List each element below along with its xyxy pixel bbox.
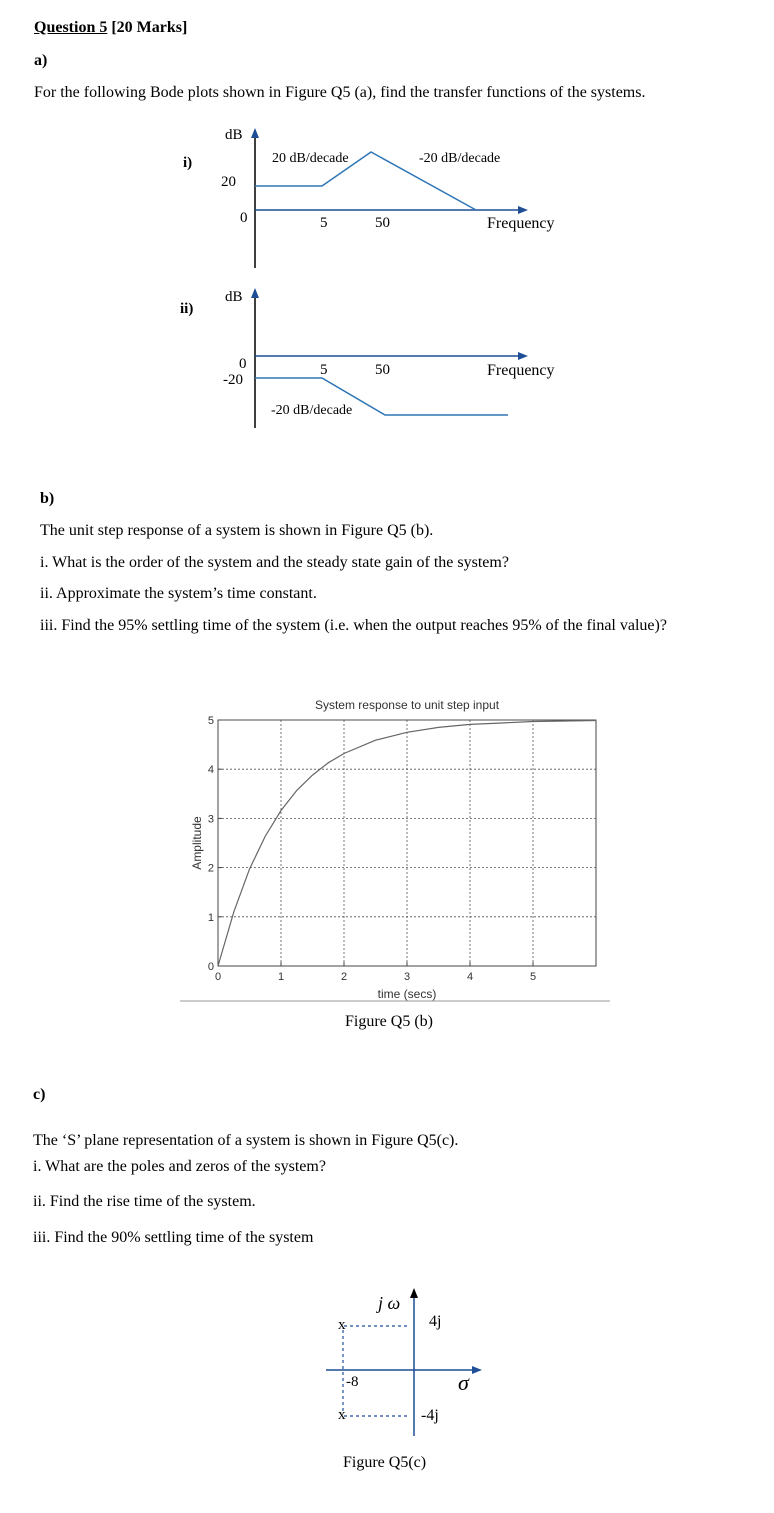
real-part-value: -8 (346, 1374, 359, 1390)
question-marks: [20 Marks] (107, 19, 188, 36)
s-plane-real-arrow-icon (472, 1366, 482, 1374)
plot-ii-label: ii) (180, 301, 194, 317)
jw-axis-label: j ω (378, 1293, 401, 1313)
y-tick-label: 2 (207, 862, 214, 875)
part-b-question-1: i. What is the order of the system and the steady state gain of the system? (40, 554, 509, 571)
plot-i-x-tick-5: 5 (320, 215, 328, 231)
y-tick-label: 5 (207, 715, 214, 727)
x-tick-label: 0 (214, 971, 222, 983)
part-c-question-1: i. What are the poles and zeros of the system? (33, 1158, 326, 1175)
plot-i-y-axis-label: dB (225, 127, 243, 143)
part-c-label: c) (33, 1086, 46, 1103)
part-b-question-2: ii. Approximate the system’s time constant. (40, 585, 317, 602)
chart-x-axis-label: time (secs) (377, 987, 437, 1001)
x-tick-label: 5 (529, 971, 537, 983)
question-number: Question 5 (34, 19, 108, 36)
y-tick-label: 0 (207, 961, 214, 973)
part-a-text: For the following Bode plots shown in Figure Q5 (a), find the transfer functions of the systems. (34, 84, 646, 101)
plot-i-x-axis-label: Frequency (487, 215, 555, 232)
x-tick-label: 3 (403, 971, 411, 983)
plot-ii-y-tick-neg20: -20 (223, 372, 243, 388)
y-tick-label: 4 (207, 764, 214, 777)
sigma-axis-label: σ (458, 1370, 469, 1395)
part-a-label: a) (34, 52, 48, 69)
plot-ii-x-axis-label: Frequency (487, 362, 555, 379)
part-b-question-3: iii. Find the 95% settling time of the system (i.e. when the output reaches 95% of the final value)? (40, 617, 667, 634)
plot-ii-x-tick-5: 5 (320, 362, 328, 378)
figure-q5c-caption: Figure Q5(c) (343, 1454, 427, 1471)
plot-i-slope-down-label: -20 dB/decade (419, 151, 501, 166)
s-plane-imag-arrow-icon (410, 1288, 418, 1298)
part-c-text: The ‘S’ plane representation of a system is shown in Figure Q5(c). (33, 1132, 459, 1149)
x-tick-label: 2 (340, 971, 348, 983)
part-c-question-2: ii. Find the rise time of the system. (33, 1193, 256, 1210)
upper-pole-marker: x (338, 1317, 346, 1333)
part-b-text: The unit step response of a system is shown in Figure Q5 (b). (40, 522, 434, 539)
plot-ii-x-tick-50: 50 (375, 362, 390, 378)
plot-i-y-tick-20: 20 (221, 174, 236, 190)
y-tick-label: 3 (207, 813, 214, 826)
plot-i-slope-up-label: 20 dB/decade (272, 151, 349, 166)
part-c-question-3: iii. Find the 90% settling time of the system (33, 1229, 314, 1246)
plot-ii-y-axis-label: dB (225, 289, 243, 305)
plot-i-x-tick-50: 50 (375, 215, 390, 231)
y-tick-label: 1 (207, 911, 214, 924)
x-tick-label: 1 (277, 971, 285, 983)
lower-pole-marker: x (338, 1407, 346, 1423)
plot-i-y-tick-0: 0 (240, 210, 248, 226)
x-tick-label: 4 (466, 971, 474, 983)
plot-ii-slope-label: -20 dB/decade (271, 403, 353, 418)
part-b-label: b) (40, 490, 55, 507)
chart-y-axis-label: Amplitude (190, 816, 204, 870)
chart-title: System response to unit step input (314, 698, 500, 712)
plot-ii-y-tick-0: 0 (239, 356, 247, 372)
lower-pole-value: -4j (421, 1407, 439, 1424)
upper-pole-value: 4j (429, 1313, 442, 1330)
plot-i-label: i) (183, 155, 193, 171)
figure-q5b-caption: Figure Q5 (b) (345, 1013, 433, 1030)
